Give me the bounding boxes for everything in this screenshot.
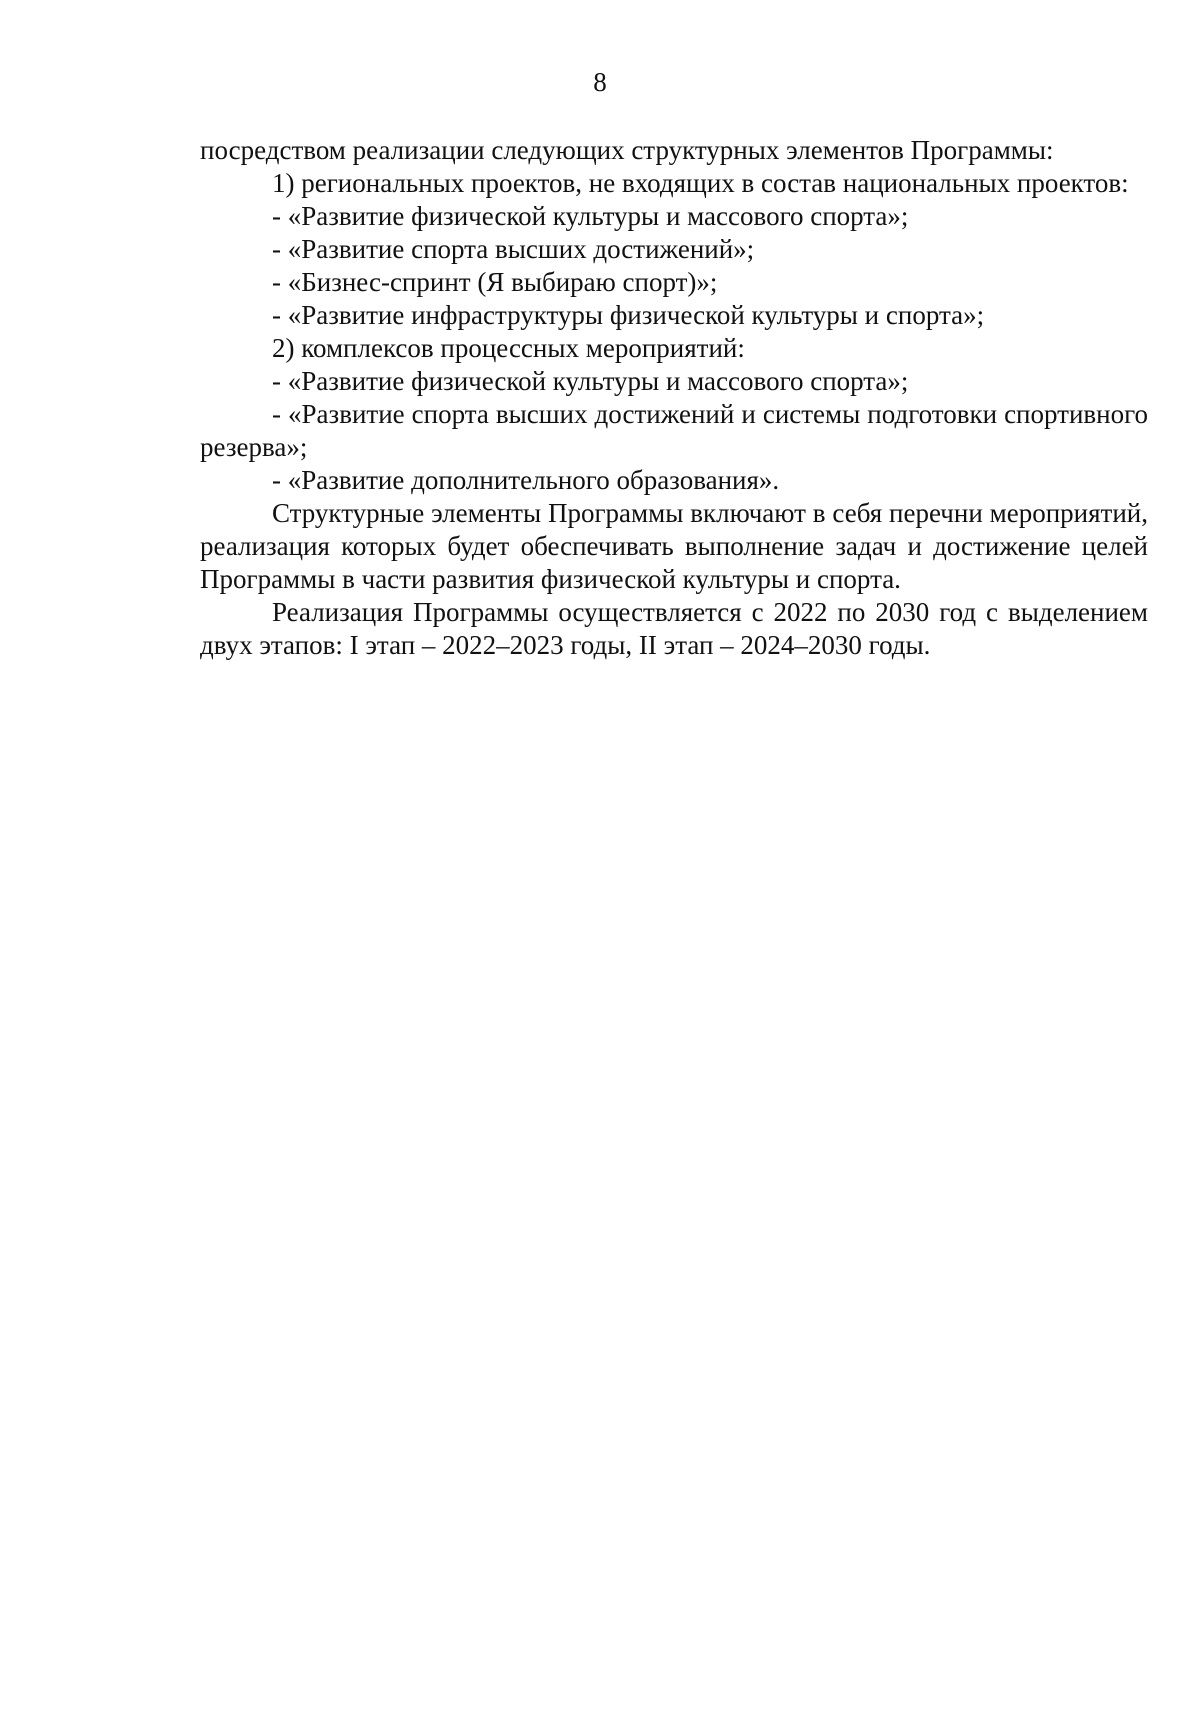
page-number: 8 [593,67,607,97]
list-item: - «Развитие спорта высших достижений»; [272,234,755,264]
paragraph-intro: посредством реализации следующих структурных элементов Программы: [200,135,1054,165]
list-item: - «Развитие физической культуры и массового спорта»; [272,366,909,396]
list-item: - «Развитие дополнительного образования». [272,465,780,495]
document-body [200,134,1148,662]
list-item: - «Бизнес-спринт (Я выбираю спорт)»; [272,267,718,297]
list-item-process-measures: 2) комплексов процессных мероприятий: [272,333,745,363]
list-item: - «Развитие спорта высших достижений и системы подготовки спортивного резерва»; [200,399,1148,462]
list-item: - «Развитие физической культуры и массового спорта»; [272,201,909,231]
paragraph-implementation-period: Реализация Программы осуществляется с 2022 по 2030 год с выделением двух этапов: I этап – 2022–2023 годы, II этап – 2024–2030 годы. [200,597,1148,660]
list-item: - «Развитие инфраструктуры физической культуры и спорта»; [272,300,985,330]
paragraph-structural-elements: Структурные элементы Программы включают в себя перечни мероприятий, реализация которых будет обеспечивать выполнение задач и достижение целей Программы в части развития физической культуры и спорта. [200,498,1148,594]
list-item-regional-projects: 1) региональных проектов, не входящих в состав национальных проектов: [272,168,1129,198]
